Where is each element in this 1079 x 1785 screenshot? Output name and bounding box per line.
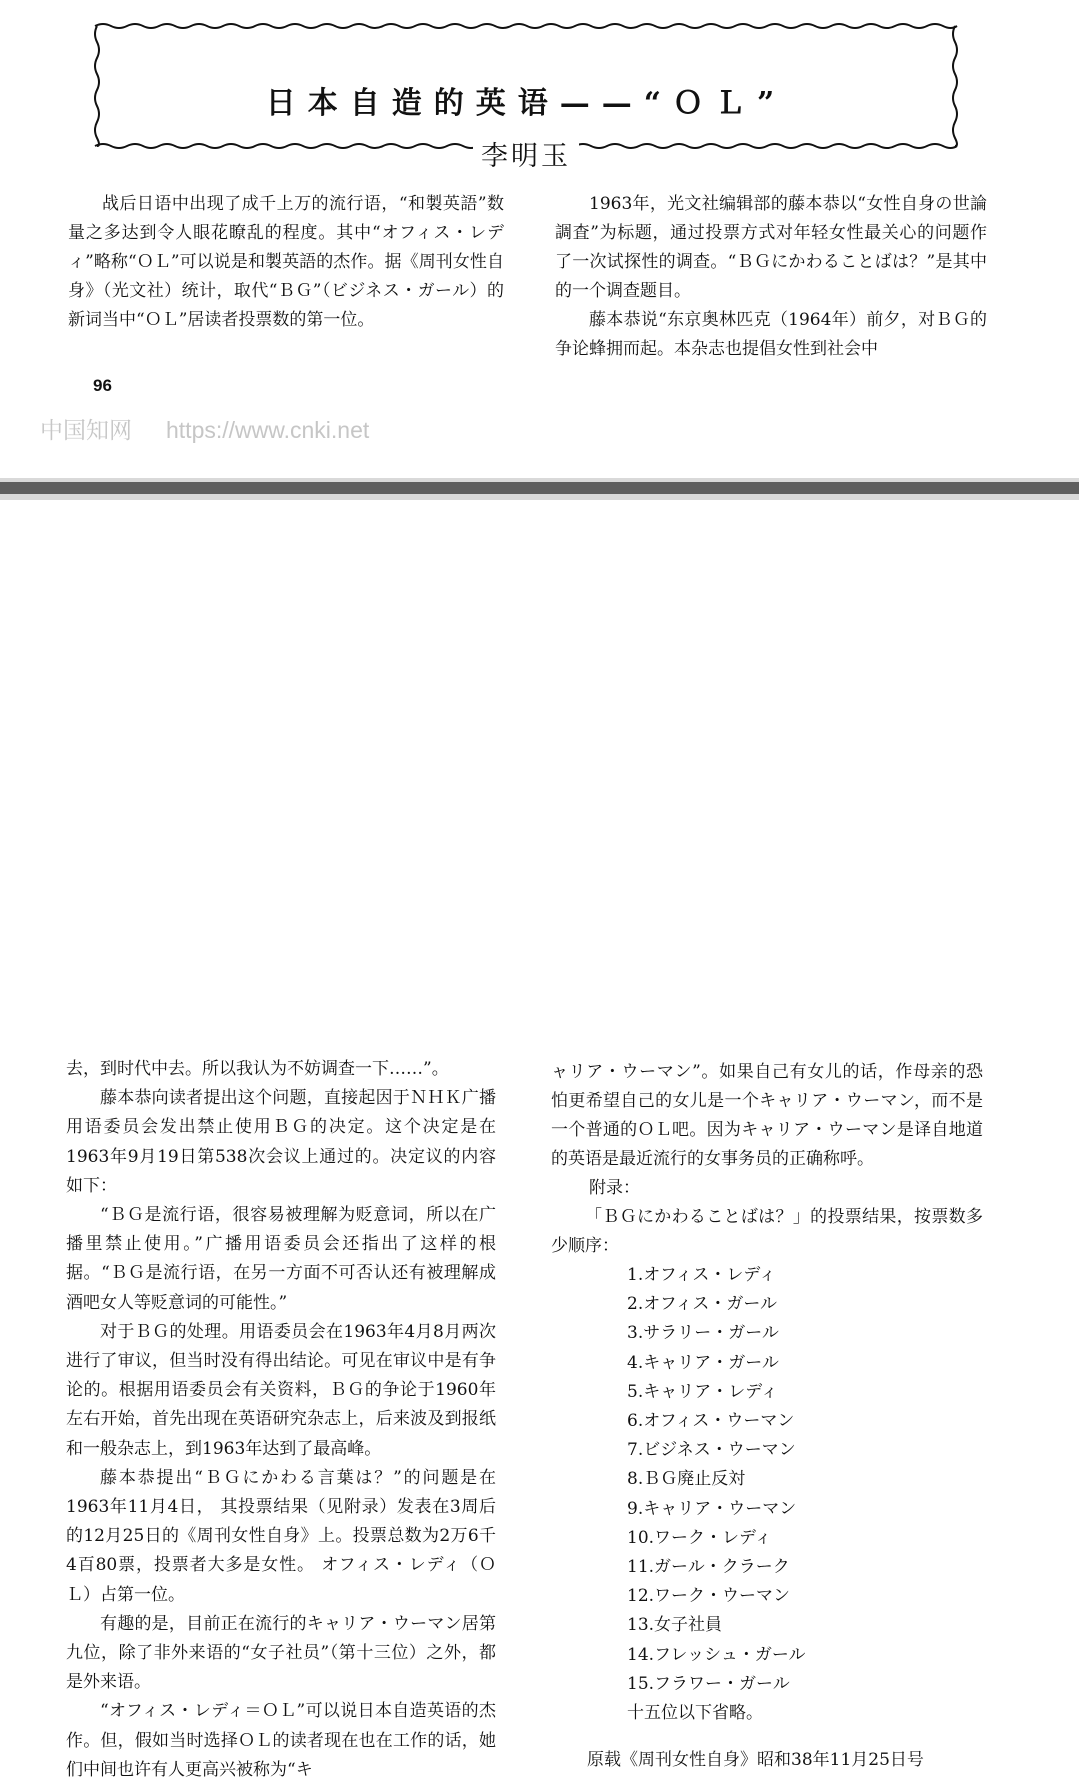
vote-results-list bbox=[551, 1261, 983, 1728]
cnki-watermark bbox=[40, 412, 369, 445]
list-item: 5.キャリア・レディ bbox=[627, 1381, 778, 1402]
watermark-url: https://www.cnki.net bbox=[166, 417, 370, 443]
intro-paragraph: 战后日语中出现了成千上万的流行语，“和製英語”数量之多达到令人眼花瞭乱的程度。其中“オフィス・レディ”略称“ＯＬ”可以说是和製英語的杰作。据《周刊女性自身》（光文社）统计，取代“ＢＧ”（ビジネス・ガール）的新词当中“ＯＬ”居读者投票数的第一位。 bbox=[68, 194, 504, 330]
list-item: 12.ワーク・ウーマン bbox=[627, 1586, 791, 1607]
committee-quote-paragraph: “ＢＧ是流行语，很容易被理解为贬意词，所以在广播里禁止使用。”广播用语委员会还指出了这样的根据。“ＢＧ是流行语，在另一方面不可否认还有被理解成酒吧女人等贬意词的可能性。” bbox=[66, 1205, 496, 1313]
list-item: 3.サラリー・ガール bbox=[627, 1323, 779, 1344]
top-left-column bbox=[68, 190, 504, 335]
page-number: 96 bbox=[93, 376, 112, 395]
list-item: 7.ビジネス・ウーマン bbox=[627, 1440, 796, 1461]
continued-line: 去，到时代中去。所以我认为不妨调查一下……”。 bbox=[66, 1059, 449, 1079]
list-item: 15.フラワー・ガール bbox=[627, 1673, 790, 1694]
page-divider-band bbox=[0, 482, 1079, 494]
article-title: 日本自造的英语——“ＯＬ” bbox=[265, 86, 787, 121]
scan-page-top bbox=[0, 0, 1079, 478]
scan-page-bottom bbox=[0, 500, 1079, 1780]
list-item: 8.ＢＧ廃止反対 bbox=[627, 1469, 746, 1490]
list-item: 1.オフィス・レディ bbox=[627, 1265, 776, 1285]
list-item: 十五位以下省略。 bbox=[627, 1703, 763, 1724]
appendix-intro: 「ＢＧにかわることばは？」的投票结果，按票数多少顺序： bbox=[551, 1207, 983, 1256]
bottom-left-column bbox=[66, 1055, 496, 1785]
fujimoto-quote-paragraph: 藤本恭说“东京奥林匹克（1964年）前夕，对ＢＧ的争论蜂拥而起。本杂志也提倡女性到社会中 bbox=[555, 310, 987, 359]
conclusion-paragraph: “オフィス・レディ＝ＯＬ”可以说日本自造英语的杰作。但，假如当时选择ＯＬ的读者现在也在工作的话，她们中间也许有人更高兴被称为“キ bbox=[66, 1701, 496, 1780]
top-right-column bbox=[555, 190, 987, 364]
deliberation-paragraph: 对于ＢＧ的处理。用语委员会在1963年4月8月两次进行了审议，但当时没有得出结论。可见在审议中是有争论的。根据用语委员会有关资料，ＢＧ的争论于1960年左右开始，首先出现在英语研究杂志上，后来波及到报纸和一般杂志上，到1963年达到了最高峰。 bbox=[66, 1321, 496, 1459]
career-woman-paragraph: 有趣的是，目前正在流行的キャリア・ウーマン居第九位，除了非外来语的“女子社员”（第十三位）之外，都是外来语。 bbox=[66, 1613, 496, 1693]
appendix-label: 附录： bbox=[589, 1178, 640, 1198]
nhk-decision-paragraph: 藤本恭向读者提出这个问题，直接起因于ＮＨＫ广播用语委员会发出禁止使用ＢＧ的决定。这个决定是在1963年9月19日第538次会议上通过的。决定议的内容如下： bbox=[66, 1088, 496, 1196]
page-divider bbox=[0, 478, 1079, 500]
author-name: 李明玉 bbox=[473, 134, 579, 173]
list-item: 6.オフィス・ウーマン bbox=[627, 1411, 795, 1432]
title-frame bbox=[93, 20, 959, 172]
survey-paragraph: 1963年，光文社编辑部的藤本恭以“女性自身の世論調査”为标题，通过投票方式对年轻女性最关心的问题作了一次试探性的调查。“ＢＧにかわることばは？”是其中的一个调查题目。 bbox=[555, 194, 987, 301]
list-item: 10.ワーク・レディ bbox=[627, 1527, 772, 1548]
continued-paragraph: ャリア・ウーマン”。如果自己有女儿的话，作母亲的恐怕更希望自己的女儿是一个キャリア・ウーマン，而不是一个普通的ＯＬ吧。因为キャリア・ウーマン是译自地道的英语是最近流行的女事务员的正确称呼。 bbox=[551, 1062, 983, 1169]
list-item: 9.キャリア・ウーマン bbox=[627, 1498, 797, 1519]
bottom-right-column bbox=[551, 1058, 983, 1775]
list-item: 14.フレッシュ・ガール bbox=[627, 1644, 806, 1665]
list-item: 13.女子社員 bbox=[627, 1615, 723, 1636]
source-citation: 原载《周刊女性自身》昭和38年11月25日号 bbox=[587, 1750, 924, 1771]
list-item: 2.オフィス・ガール bbox=[627, 1294, 778, 1315]
list-item: 11.ガール・クラーク bbox=[627, 1557, 790, 1578]
list-item: 4.キャリア・ガール bbox=[627, 1352, 779, 1373]
survey-results-paragraph: 藤本恭提出“ＢＧにかわる言葉は？”的问题是在1963年11月4日， 其投票结果（见附录）发表在3周后的12月25日的《周刊女性自身》上。投票总数为2万6千4百80票，投票者大多是女性。 オフィス・レディ（ＯＬ）占第一位。 bbox=[66, 1467, 496, 1605]
watermark-name: 中国知网 bbox=[40, 417, 132, 443]
